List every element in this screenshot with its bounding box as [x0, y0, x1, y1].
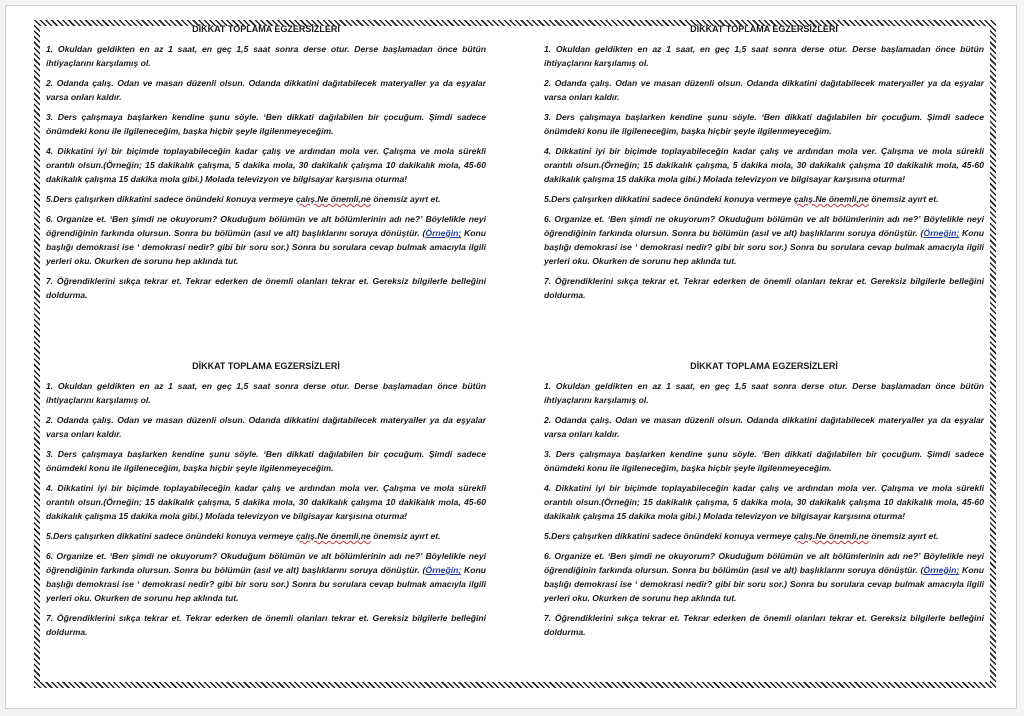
- item-4: 4. Dikkatini iyi bir biçimde toplayabileceğin kadar çalış ve ardından mola ver. Çalışma ve mola sürekli orantılı olsun.(Örneğin; 15 dakikalık çalışma, 5 dakika mola, 30 dakikalık çalışma 10 dakikalık mola, 45-60 dakikalık çalışma 15 dakika mola gibi.) Molada televizyon ve bilgisayar karşısına oturma!: [544, 483, 984, 521]
- item-5-text: 5.Ders çalışırken dikkatini sadece önündeki konuya vermeye: [544, 194, 794, 204]
- item-5-end: önemsiz ayırt et.: [868, 531, 939, 541]
- item-4: 4. Dikkatini iyi bir biçimde toplayabileceğin kadar çalış ve ardından mola ver. Çalışma ve mola sürekli orantılı olsun.(Örneğin; 15 dakikalık çalışma, 5 dakika mola, 30 dakikalık çalışma 10 dakikalık mola, 45-60 dakikalık çalışma 15 dakika mola gibi.) Molada televizyon ve bilgisayar karşısına oturma!: [544, 146, 984, 184]
- block-title: DİKKAT TOPLAMA EGZERSİZLERİ: [690, 24, 838, 34]
- item-2: 2. Odanda çalış. Odan ve masan düzenli olsun. Odanda dikkatini dağıtabilecek materyaller ya da eşyalar varsa onları kaldır.: [544, 78, 984, 102]
- item-5: [544, 192, 984, 206]
- item-5-text: 5.Ders çalışırken dikkatini sadece önündeki konuya vermeye: [46, 531, 296, 541]
- item-6-underlined-word: Örneğin;: [425, 565, 462, 575]
- item-6-end: Konu başlığı demokrasi ise ‘ demokrasi nedir? gibi bir soru sor.) Sonra bu sorulara cevap bulmak amacıyla ilgili yerleri oku. Okurken de sorunu hep aklında tut.: [544, 228, 985, 266]
- exercise-block-top-right: [544, 22, 984, 308]
- exercise-block-top-left: [46, 22, 486, 308]
- item-6-text: 6. Organize et. ‘Ben şimdi ne okuyorum? Okuduğum bölümün ve alt bölümlerinin adı ne?’ Böylelikle neyi öğrendiğinin farkında olursun. Sonra bu bölümün (asıl ve alt) başlıklarını soruya dönüştür. (: [46, 551, 486, 575]
- item-3: 3. Ders çalışmaya başlarken kendine şunu söyle. ‘Ben dikkati dağılabilen bir çocuğum. Şimdi sadece önümdeki konu ile ilgileneceğim, başka hiçbir şeyle ilgilenmeyeceğim.: [46, 449, 486, 473]
- item-5-text: 5.Ders çalışırken dikkatini sadece önündeki konuya vermeye: [46, 194, 296, 204]
- item-5-spell-marked: çalış.Ne önemli,ne: [793, 531, 869, 541]
- item-6-text: 6. Organize et. ‘Ben şimdi ne okuyorum? Okuduğum bölümün ve alt bölümlerinin adı ne?’ Böylelikle neyi öğrendiğinin farkında olursun. Sonra bu bölümün (asıl ve alt) başlıklarını soruya dönüştür. (: [544, 551, 984, 575]
- item-1: 1. Okuldan geldikten en az 1 saat, en geç 1,5 saat sonra derse otur. Derse başlamadan önce bütün ihtiyaçlarını karşılamış ol.: [544, 381, 984, 405]
- item-6-underlined-word: Örneğin;: [923, 565, 960, 575]
- item-5-spell-marked: çalış.Ne önemli,ne: [793, 194, 869, 204]
- item-2: 2. Odanda çalış. Odan ve masan düzenli olsun. Odanda dikkatini dağıtabilecek materyaller ya da eşyalar varsa onları kaldır.: [544, 415, 984, 439]
- item-5: [544, 529, 984, 543]
- item-5-end: önemsiz ayırt et.: [868, 194, 939, 204]
- item-6-end: Konu başlığı demokrasi ise ‘ demokrasi nedir? gibi bir soru sor.) Sonra bu sorulara cevap bulmak amacıyla ilgili yerleri oku. Okurken de sorunu hep aklında tut.: [46, 228, 487, 266]
- item-2: 2. Odanda çalış. Odan ve masan düzenli olsun. Odanda dikkatini dağıtabilecek materyaller ya da eşyalar varsa onları kaldır.: [46, 78, 486, 102]
- exercise-block-bottom-right: [544, 359, 984, 645]
- item-6-underlined-word: Örneğin;: [923, 228, 960, 238]
- item-7: 7. Öğrendiklerini sıkça tekrar et. Tekrar ederken de önemli olanları tekrar et. Gereksiz bilgilerle belleğini doldurma.: [544, 613, 984, 637]
- item-6: [46, 212, 486, 268]
- item-6-text: 6. Organize et. ‘Ben şimdi ne okuyorum? Okuduğum bölümün ve alt bölümlerinin adı ne?’ Böylelikle neyi öğrendiğinin farkında olursun. Sonra bu bölümün (asıl ve alt) başlıklarını soruya dönüştür. (: [46, 214, 486, 238]
- item-7: 7. Öğrendiklerini sıkça tekrar et. Tekrar ederken de önemli olanları tekrar et. Gereksiz bilgilerle belleğini doldurma.: [46, 276, 486, 300]
- item-6-text: 6. Organize et. ‘Ben şimdi ne okuyorum? Okuduğum bölümün ve alt bölümlerinin adı ne?’ Böylelikle neyi öğrendiğinin farkında olursun. Sonra bu bölümün (asıl ve alt) başlıklarını soruya dönüştür. (: [544, 214, 984, 238]
- item-3: 3. Ders çalışmaya başlarken kendine şunu söyle. ‘Ben dikkati dağılabilen bir çocuğum. Şimdi sadece önümdeki konu ile ilgileneceğim, başka hiçbir şeyle ilgilenmeyeceğim.: [544, 112, 984, 136]
- item-1: 1. Okuldan geldikten en az 1 saat, en geç 1,5 saat sonra derse otur. Derse başlamadan önce bütün ihtiyaçlarını karşılamış ol.: [544, 44, 984, 68]
- item-5-spell-marked: çalış.Ne önemli,ne: [295, 531, 371, 541]
- exercise-block-bottom-left: [46, 359, 486, 645]
- item-3: 3. Ders çalışmaya başlarken kendine şunu söyle. ‘Ben dikkati dağılabilen bir çocuğum. Şimdi sadece önümdeki konu ile ilgileneceğim, başka hiçbir şeyle ilgilenmeyeceğim.: [544, 449, 984, 473]
- item-3: 3. Ders çalışmaya başlarken kendine şunu söyle. ‘Ben dikkati dağılabilen bir çocuğum. Şimdi sadece önümdeki konu ile ilgileneceğim, başka hiçbir şeyle ilgilenmeyeceğim.: [46, 112, 486, 136]
- item-7: 7. Öğrendiklerini sıkça tekrar et. Tekrar ederken de önemli olanları tekrar et. Gereksiz bilgilerle belleğini doldurma.: [544, 276, 984, 300]
- item-4: 4. Dikkatini iyi bir biçimde toplayabileceğin kadar çalış ve ardından mola ver. Çalışma ve mola sürekli orantılı olsun.(Örneğin; 15 dakikalık çalışma, 5 dakika mola, 30 dakikalık çalışma 10 dakikalık mola, 45-60 dakikalık çalışma 15 dakika mola gibi.) Molada televizyon ve bilgisayar karşısına oturma!: [46, 146, 486, 184]
- item-6-underlined-word: Örneğin;: [425, 228, 462, 238]
- item-1: 1. Okuldan geldikten en az 1 saat, en geç 1,5 saat sonra derse otur. Derse başlamadan önce bütün ihtiyaçlarını karşılamış ol.: [46, 381, 486, 405]
- item-5-end: önemsiz ayırt et.: [370, 194, 441, 204]
- item-6: [544, 212, 984, 268]
- item-7: 7. Öğrendiklerini sıkça tekrar et. Tekrar ederken de önemli olanları tekrar et. Gereksiz bilgilerle belleğini doldurma.: [46, 613, 486, 637]
- item-6-end: Konu başlığı demokrasi ise ‘ demokrasi nedir? gibi bir soru sor.) Sonra bu sorulara cevap bulmak amacıyla ilgili yerleri oku. Okurken de sorunu hep aklında tut.: [46, 565, 487, 603]
- item-5: [46, 529, 486, 543]
- item-5-text: 5.Ders çalışırken dikkatini sadece önündeki konuya vermeye: [544, 531, 794, 541]
- item-6: [46, 549, 486, 605]
- block-title: DİKKAT TOPLAMA EGZERSİZLERİ: [192, 361, 340, 371]
- block-title: DİKKAT TOPLAMA EGZERSİZLERİ: [690, 361, 838, 371]
- item-5-spell-marked: çalış.Ne önemli,ne: [295, 194, 371, 204]
- item-5-end: önemsiz ayırt et.: [370, 531, 441, 541]
- item-6-end: Konu başlığı demokrasi ise ‘ demokrasi nedir? gibi bir soru sor.) Sonra bu sorulara cevap bulmak amacıyla ilgili yerleri oku. Okurken de sorunu hep aklında tut.: [544, 565, 985, 603]
- item-4: 4. Dikkatini iyi bir biçimde toplayabileceğin kadar çalış ve ardından mola ver. Çalışma ve mola sürekli orantılı olsun.(Örneğin; 15 dakikalık çalışma, 5 dakika mola, 30 dakikalık çalışma 10 dakikalık mola, 45-60 dakikalık çalışma 15 dakika mola gibi.) Molada televizyon ve bilgisayar karşısına oturma!: [46, 483, 486, 521]
- item-5: [46, 192, 486, 206]
- item-6: [544, 549, 984, 605]
- item-2: 2. Odanda çalış. Odan ve masan düzenli olsun. Odanda dikkatini dağıtabilecek materyaller ya da eşyalar varsa onları kaldır.: [46, 415, 486, 439]
- block-title: DİKKAT TOPLAMA EGZERSİZLERİ: [192, 24, 340, 34]
- item-1: 1. Okuldan geldikten en az 1 saat, en geç 1,5 saat sonra derse otur. Derse başlamadan önce bütün ihtiyaçlarını karşılamış ol.: [46, 44, 486, 68]
- document-page: [5, 5, 1017, 709]
